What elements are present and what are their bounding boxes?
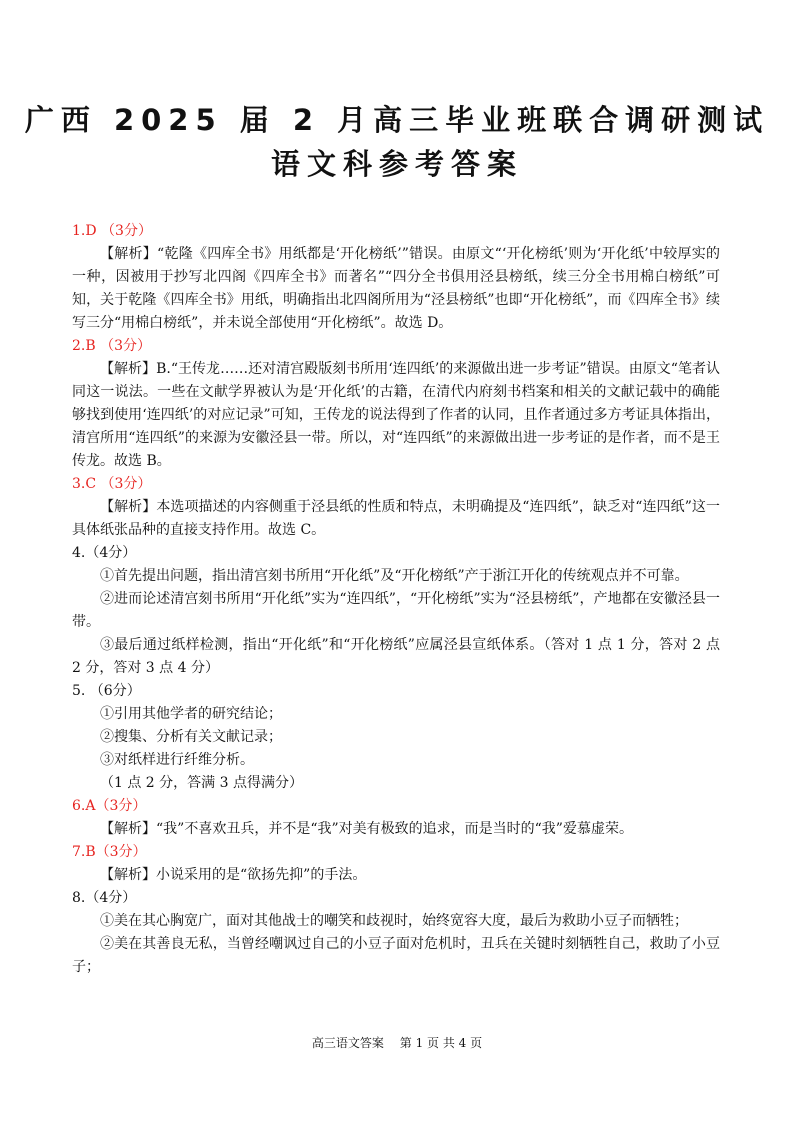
- q4-head: 4.（4分）: [72, 545, 137, 561]
- q7-tag: 【解析】: [100, 867, 156, 883]
- q5-point-3: ③对纸样进行纤维分析。: [100, 752, 254, 768]
- q4-point-3: ③最后通过纸样检测，指出“开化纸”和“开化榜纸”应属泾县宣纸体系。（答对 1 点 1 分，答对 2 点 2 分，答对 3 点 4 分）: [72, 637, 720, 676]
- q6-analysis: [72, 818, 720, 841]
- q5-scoring-note: （1 点 2 分，答满 3 点得满分）: [100, 775, 303, 791]
- document-subtitle: 语文科参考答案: [270, 147, 523, 181]
- answer-content: [72, 220, 720, 979]
- q3-analysis: [72, 496, 720, 542]
- q8-head: 8.（4分）: [72, 890, 137, 906]
- footer-page-number: 第 1 页 共 4 页: [399, 1036, 483, 1050]
- q2-tag: 【解析】: [100, 361, 157, 377]
- q4-point-1: ①首先提出问题，指出清宫刻书所用“开化纸”及“开化榜纸”产于浙江开化的传统观点并不可靠。: [100, 568, 689, 584]
- q6-head: 6.A（3分）: [72, 798, 147, 814]
- page-footer: [0, 1034, 794, 1051]
- q5-point-1: ①引用其他学者的研究结论；: [100, 706, 282, 722]
- document-title: 广西 2025 届 2 月高三毕业班联合调研测试: [24, 103, 770, 137]
- q2-analysis: [72, 358, 720, 473]
- q7-analysis: [72, 864, 720, 887]
- q1-body: “乾隆《四库全书》用纸都是‘开化榜纸’”错误。由原文“‘开化榜纸’则为‘开化纸’中较厚实的一种，因被用于抄写北四阁《四库全书》而著名”“四分全书俱用泾县榜纸，续三分全书用棉白榜纸”可知，关于乾隆《四库全书》用纸，明确指出北四阁所用为“泾县榜纸”也即“开化榜纸”，而《四库全书》续写三分“用棉白榜纸”，并未说全部使用“开化榜纸”。故选 D。: [72, 246, 721, 331]
- footer-doc-name: 高三语文答案: [311, 1036, 384, 1050]
- q2-body: B.“王传龙……还对清宫殿版刻书所用‘连四纸’的来源做出进一步考证”错误。由原文“笔者认同这一说法。一些在文献学界被认为是‘开化纸’的古籍，在清代内府刻书档案和相关的文献记载中的确能够找到使用‘连四纸’的对应记录”可知，王传龙的说法得到了作者的认同，且作者通过多方考证具体指出，清宫所用“连四纸”的来源为安徽泾县一带。所以，对“连四纸”的来源做出进一步考证的是作者，而不是王传龙。故选 B。: [72, 361, 721, 469]
- q1-tag: 【解析】: [100, 246, 158, 262]
- q3-tag: 【解析】: [100, 499, 157, 515]
- q5-head: 5. （6分）: [72, 683, 141, 699]
- q7-head: 7.B（3分）: [72, 844, 147, 860]
- q3-body: 本选项描述的内容侧重于泾县纸的性质和特点，未明确提及“连四纸”，缺乏对“连四纸”这一具体纸张品种的直接支持作用。故选 C。: [72, 499, 720, 538]
- q8-point-1: ①美在其心胸宽广，面对其他战士的嘲笑和歧视时，始终宽容大度，最后为救助小豆子而牺牲；: [100, 913, 688, 929]
- q8-point-2: ②美在其善良无私，当曾经嘲讽过自己的小豆子面对危机时，丑兵在关键时刻牺牲自己，救助了小豆子；: [72, 936, 720, 975]
- q4-point-2: ②进而论述清宫刻书所用“开化纸”实为“连四纸”，“开化榜纸”实为“泾县榜纸”，产地都在安徽泾县一带。: [72, 591, 720, 630]
- q6-body: “我”不喜欢丑兵，并不是“我”对美有极致的追求，而是当时的“我”爱慕虚荣。: [156, 821, 633, 837]
- q7-body: 小说采用的是“欲扬先抑”的手法。: [156, 867, 367, 883]
- q5-point-2: ②搜集、分析有关文献记录；: [100, 729, 282, 745]
- q1-head: 1.D （3分）: [72, 223, 152, 239]
- q6-tag: 【解析】: [100, 821, 156, 837]
- q2-head: 2.B （3分）: [72, 338, 152, 354]
- q3-head: 3.C （3分）: [72, 476, 152, 492]
- q1-analysis: [72, 243, 720, 335]
